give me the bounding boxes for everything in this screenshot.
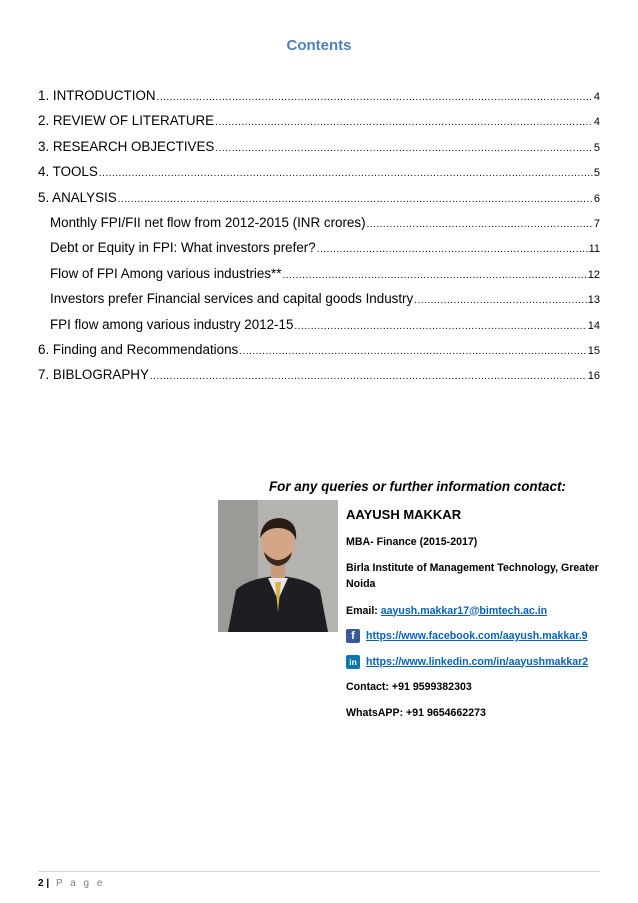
- toc-leader-dots: [99, 168, 593, 179]
- toc-leader-dots: [118, 194, 593, 205]
- toc-entry-label: 6. Finding and Recommendations: [38, 341, 239, 357]
- linkedin-line: [346, 654, 626, 671]
- contact-label: Contact:: [346, 681, 389, 693]
- toc-entry-page: 4: [593, 116, 600, 129]
- toc-leader-dots: [414, 295, 587, 306]
- email-label: Email:: [346, 604, 378, 617]
- toc-leader-dots: [294, 321, 586, 332]
- profile-photo-graphic: [218, 500, 338, 632]
- toc-entry[interactable]: [38, 317, 600, 342]
- toc-entry-page: 5: [593, 167, 600, 180]
- toc-entry-label: 1. INTRODUCTION: [38, 88, 156, 103]
- toc-entry[interactable]: [38, 367, 600, 392]
- whatsapp-label: WhatsAPP:: [346, 706, 404, 719]
- toc-entry[interactable]: [38, 139, 600, 164]
- toc-entry[interactable]: [38, 266, 600, 291]
- toc-entry-label: 4. TOOLS: [38, 164, 98, 180]
- linkedin-link[interactable]: https://www.linkedin.com/in/aayushmakkar2: [366, 655, 589, 668]
- toc-entry[interactable]: [38, 291, 600, 316]
- page-number: 2: [38, 878, 44, 889]
- footer-separator: |: [46, 878, 50, 889]
- toc-leader-dots: [282, 270, 586, 281]
- contact-name: AAYUSH MAKKAR: [346, 507, 462, 522]
- page-word: P a g e: [55, 878, 105, 889]
- toc-entry-label: Monthly FPI/FII net flow from 2012-2015 (INR crores): [50, 214, 366, 230]
- toc-entry-page: 16: [587, 370, 600, 383]
- toc-entry-label: Debt or Equity in FPI: What investors prefer?: [50, 240, 316, 256]
- toc-leader-dots: [215, 143, 593, 154]
- linkedin-icon[interactable]: in: [346, 655, 360, 669]
- toc-entry[interactable]: [38, 113, 600, 138]
- page-footer: [38, 878, 105, 889]
- toc-entry-page: 13: [587, 294, 600, 307]
- whatsapp-line: [346, 705, 626, 722]
- toc-entry-page: 11: [588, 243, 600, 256]
- contact-email-line: [346, 603, 626, 620]
- toc-entry[interactable]: [38, 88, 600, 113]
- toc-entry-page: 4: [593, 91, 600, 103]
- toc-entry-page: 5: [593, 141, 600, 154]
- toc-entry-page: 14: [587, 319, 600, 332]
- toc-leader-dots: [239, 346, 587, 357]
- facebook-line: [346, 628, 626, 645]
- contact-phone-line: [346, 679, 626, 696]
- toc-entry-page: 12: [587, 268, 600, 281]
- email-link[interactable]: aayush.makkar17@bimtech.ac.in: [380, 604, 548, 617]
- whatsapp-number: +91 9654662273: [406, 706, 486, 719]
- page-title: Contents: [286, 37, 352, 54]
- profile-photo: [218, 500, 338, 632]
- table-of-contents: [38, 88, 600, 393]
- toc-leader-dots: [157, 92, 593, 103]
- toc-entry-page: 15: [587, 344, 600, 357]
- facebook-link[interactable]: https://www.facebook.com/aayush.makkar.9: [366, 630, 588, 642]
- toc-leader-dots: [367, 219, 593, 230]
- toc-entry-label: Flow of FPI Among various industries**: [50, 265, 282, 281]
- toc-leader-dots: [317, 244, 588, 255]
- toc-entry-label: FPI flow among various industry 2012-15: [50, 316, 294, 332]
- contact-program: MBA- Finance (2015-2017): [346, 536, 478, 548]
- contact-heading: For any queries or further information contact:: [269, 479, 566, 494]
- toc-entry[interactable]: [38, 190, 600, 215]
- toc-entry-label: 3. RESEARCH OBJECTIVES: [38, 138, 215, 154]
- toc-entry[interactable]: [38, 342, 600, 367]
- contact-institute: Birla Institute of Management Technology, Greater Noida: [346, 561, 599, 590]
- toc-entry[interactable]: [38, 240, 600, 265]
- toc-entry-page: 7: [593, 217, 600, 230]
- facebook-icon[interactable]: f: [346, 629, 360, 643]
- toc-entry-label: Investors prefer Financial services and capital goods Industry: [50, 291, 414, 307]
- toc-entry-label: 2. REVIEW OF LITERATURE: [38, 113, 215, 129]
- contact-info: [346, 507, 626, 730]
- toc-entry[interactable]: [38, 164, 600, 189]
- footer-divider: [38, 871, 600, 872]
- toc-entry-page: 6: [593, 192, 600, 205]
- contact-phone: +91 9599382303: [391, 681, 472, 693]
- toc-entry-label: 5. ANALYSIS: [38, 189, 117, 205]
- toc-leader-dots: [215, 117, 593, 128]
- toc-entry[interactable]: [38, 215, 600, 240]
- toc-leader-dots: [150, 371, 587, 382]
- toc-entry-label: 7. BIBLOGRAPHY: [38, 367, 149, 383]
